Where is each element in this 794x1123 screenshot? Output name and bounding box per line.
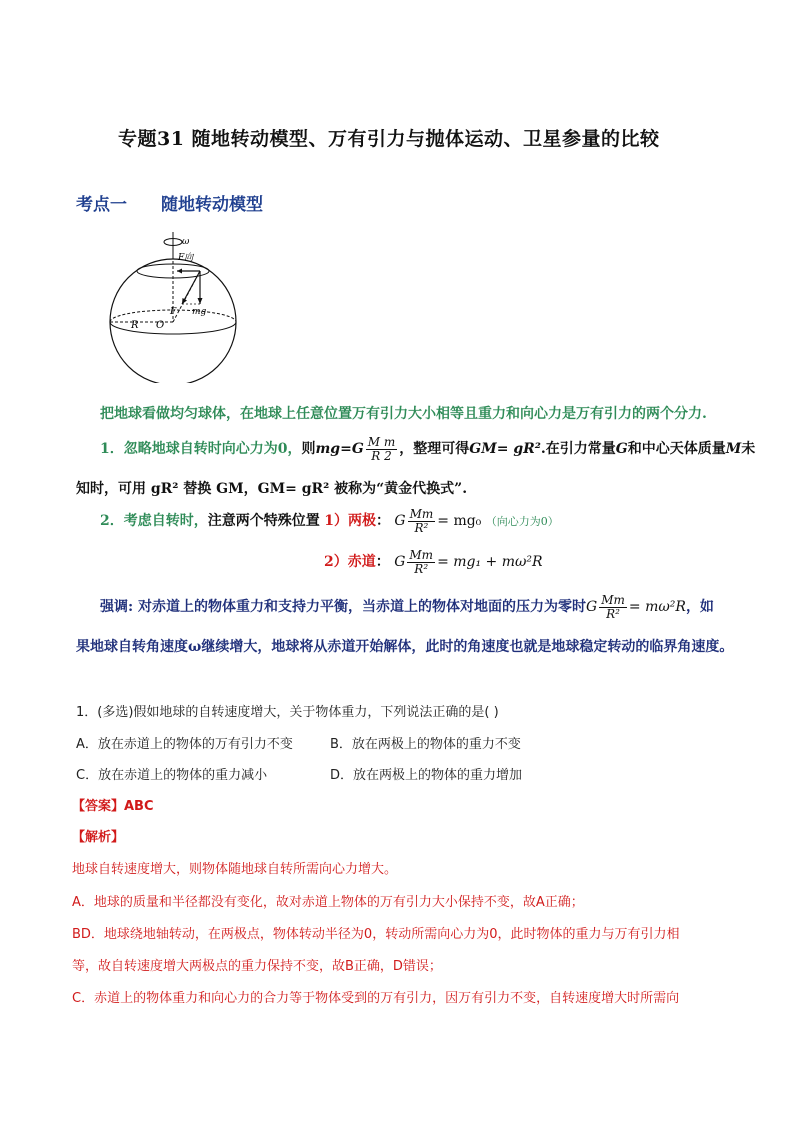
analysis-label: 【解析】 — [72, 830, 125, 845]
analysis-line-4: 等，故自转速度增大两极点的重力保持不变，故B正确，D错误； — [72, 959, 442, 974]
option-b: B．放在两极上的物体的重力不变 — [330, 737, 521, 752]
analysis-line-2: A．地球的质量和半径都没有变化，故对赤道上物体的万有引力大小保持不变，故A正确； — [72, 895, 584, 910]
intro-paragraph: 把地球看做均匀球体，在地球上任意位置万有引力大小相等且重力和向心力是万有引力的两个分力. — [100, 406, 707, 422]
item1-line1: 1．忽略地球自转时向心力为0，则mg=G $\frac{\text{M m}}{R 2}$ ，整理可得GM= gR².在引力常量G和中心天体质量M未 — [100, 435, 756, 463]
f-xiang-label: F向 — [178, 253, 194, 263]
section-name: 随地转动模型 — [161, 195, 263, 215]
o-label: O — [156, 320, 165, 331]
mg-label: mg — [192, 307, 207, 317]
section-heading — [76, 190, 263, 215]
r-label: R — [131, 320, 139, 331]
option-a: A．放在赤道上的物体的万有引力不变 — [76, 737, 293, 752]
option-d: D．放在两极上的物体的重力增加 — [330, 768, 523, 783]
question-stem: 1．(多选)假如地球的自转速度增大，关于物体重力，下列说法正确的是( ) — [76, 705, 499, 720]
f-label: F — [170, 307, 177, 317]
emphasis-line1: 强调: 对赤道上的物体重力和支持力平衡，当赤道上的物体对地面的压力为零时G $\frac{Mm}{\text{R²}}$ = mω²R，如 — [100, 593, 714, 621]
omega-label: ω — [182, 237, 190, 247]
emphasis-line2: 果地球自转角速度ω继续增大，地球将从赤道开始解体，此时的角速度也就是地球稳定转动的临界角速度。 — [76, 639, 734, 655]
answer-label: 【答案】ABC — [72, 799, 154, 814]
analysis-line-5: C．赤道上的物体重力和向心力的合力等于物体受到的万有引力，因万有引力不变，自转速度增大时所需向 — [72, 991, 680, 1006]
item2-line1: 2．考虑自转时，注意两个特殊位置 1）两极： G $\frac{Mm}{\text{R²}}$ = mg₀ （向心力为0） — [100, 507, 559, 535]
section-label: 考点一 — [76, 195, 127, 215]
analysis-line-3: BD．地球绕地轴转动，在两极点，物体转动半径为0，转动所需向心力为0，此时物体的重力与万有引力相 — [72, 927, 680, 942]
earth-rotation-diagram — [100, 228, 250, 383]
item1-line2: 知时，可用 gR² 替换 GM，GM= gR² 被称为“黄金代换式”. — [76, 481, 468, 497]
item2-line2: 2）赤道： G $\frac{Mm}{\text{R²}}$ = mg₁ + mω²R — [324, 548, 543, 576]
document-title: 专题31 随地转动模型、万有引力与抛体运动、卫星参量的比较 — [118, 128, 660, 150]
analysis-line-1: 地球自转速度增大，则物体随地球自转所需向心力增大。 — [72, 862, 398, 877]
option-c: C．放在赤道上的物体的重力减小 — [76, 768, 268, 783]
